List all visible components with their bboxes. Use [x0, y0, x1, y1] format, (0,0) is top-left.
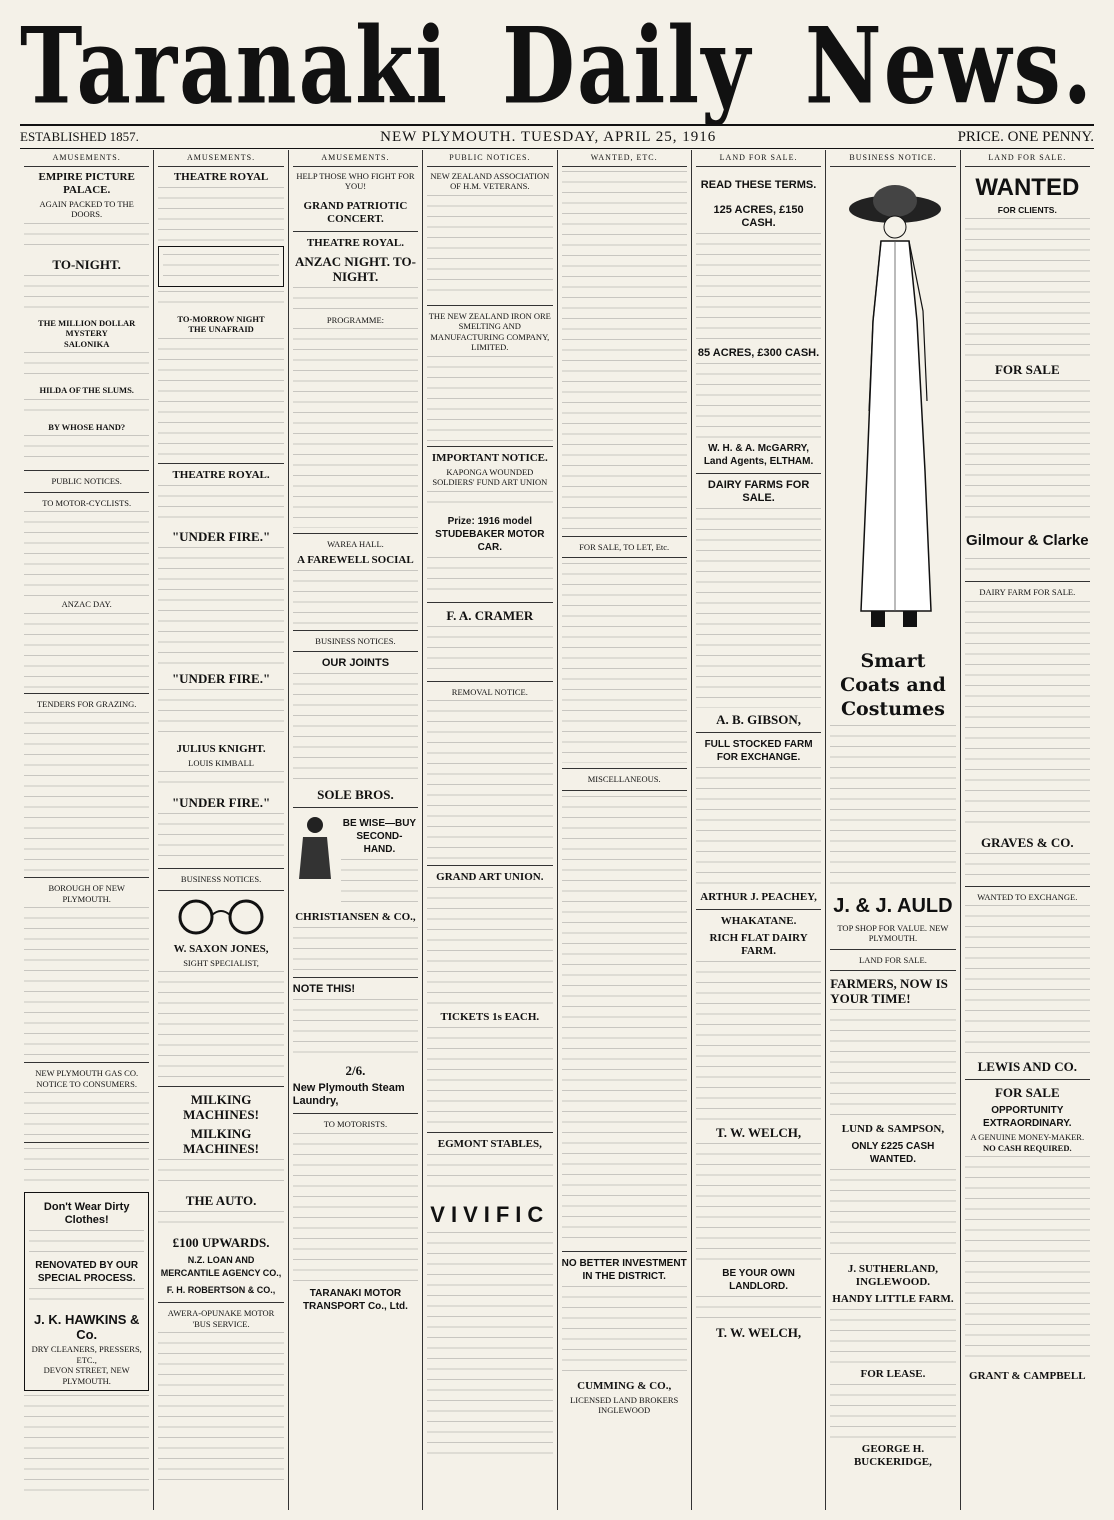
column-6 — [691, 150, 825, 1510]
fashion-illustration — [833, 171, 953, 641]
ad-subheading: PROGRAMME: — [326, 314, 385, 325]
ad-heading: VIVIFIC — [430, 1202, 550, 1227]
ad-heading: TICKETS 1s EACH. — [440, 1011, 540, 1023]
notice-heading: NEW ZEALAND ASSOCIATION OF H.M. VETERANS. — [430, 170, 550, 191]
masthead-word-1: Taranaki — [20, 3, 450, 127]
price: PRICE. ONE PENNY. — [957, 128, 1094, 145]
ad-heading: GRAND ART UNION. — [436, 871, 544, 883]
ad-heading: "UNDER FIRE." — [171, 795, 271, 810]
masthead — [20, 3, 1094, 127]
date-place: NEW PLYMOUTH. TUESDAY, APRIL 25, 1916 — [380, 128, 717, 145]
ad-heading: ARTHUR J. PEACHEY, — [700, 890, 817, 903]
ad-heading: 125 ACRES, £150 CASH. — [713, 203, 804, 229]
notice-heading: TO MOTORISTS. — [323, 1119, 388, 1129]
column-3 — [288, 150, 422, 1510]
established: ESTABLISHED 1857. — [20, 129, 139, 144]
ad-subheading: F. H. ROBERTSON & CO., — [166, 1285, 276, 1295]
ad-heading: WANTED — [975, 173, 1080, 201]
ad-heading: GRAVES & CO. — [981, 834, 1074, 850]
column-4 — [422, 150, 556, 1510]
ad-subheading: N.Z. LOAN AND MERCANTILE AGENCY CO., — [160, 1255, 282, 1278]
ad-heading: J. SUTHERLAND, INGLEWOOD. — [847, 1263, 939, 1288]
ad-heading: ONLY £225 CASH WANTED. — [851, 1141, 935, 1165]
ad-heading: "UNDER FIRE." — [171, 670, 271, 686]
ad-heading: 85 ACRES, £300 CASH. — [697, 346, 820, 359]
ad-heading: TARANAKI MOTOR TRANSPORT Co., Ltd. — [302, 1287, 408, 1312]
ad-heading: EMPIRE PICTURE PALACE. — [38, 170, 135, 196]
ad-heading: GRAND PATRIOTIC CONCERT. — [303, 199, 408, 225]
ad-heading: 2/6. — [345, 1063, 366, 1078]
column-7 — [825, 150, 959, 1510]
ad-subheading: NO CASH REQUIRED. — [983, 1142, 1072, 1153]
ad-subheading: LICENSED LAND BROKERS INGLEWOOD — [570, 1394, 679, 1415]
ad-heading: GEORGE H. BUCKERIDGE, — [853, 1443, 932, 1468]
notice-heading: ANZAC DAY. — [61, 599, 112, 609]
column-1 — [20, 150, 153, 1510]
section-heading: BUSINESS NOTICES. — [180, 874, 262, 884]
section-heading: FOR SALE, TO LET, Etc. — [579, 541, 670, 552]
ad-text: DEVON STREET, NEW PLYMOUTH. — [43, 1365, 130, 1386]
section-heading: LAND FOR SALE. — [859, 954, 927, 965]
ad-heading: FOR SALE — [994, 362, 1060, 377]
ad-heading: ANZAC NIGHT. TO-NIGHT. — [294, 253, 416, 284]
ad-heading: THE AUTO. — [185, 1193, 257, 1208]
ad-subheading: TOP SHOP FOR VALUE. NEW PLYMOUTH. — [837, 922, 949, 943]
spectacles-illustration — [166, 897, 276, 937]
column-heading: AMUSEMENTS. — [158, 153, 283, 167]
ad-subheading: LOUIS KIMBALL — [188, 757, 254, 768]
ad-subheading: HILDA OF THE SLUMS. — [39, 385, 134, 395]
ad-heading: T. W. WELCH, — [715, 1324, 802, 1340]
ad-subheading: THE UNAFRAID — [188, 324, 254, 334]
section-heading: BUSINESS NOTICES. — [315, 635, 396, 646]
ad-heading: READ THESE TERMS. — [700, 178, 817, 191]
ad-subheading: THE MILLION DOLLAR MYSTERY — [38, 317, 136, 338]
ad-heading: JULIUS KNIGHT. — [176, 742, 266, 755]
ad-heading: THEATRE ROYAL — [173, 170, 269, 183]
ad-subheading: A GENUINE MONEY-MAKER. — [970, 1132, 1085, 1142]
ad-heading: THEATRE ROYAL. — [306, 236, 405, 249]
ad-heading: MILKING MACHINES! — [183, 1126, 259, 1156]
column-5 — [557, 150, 691, 1510]
hawkins-ad — [24, 1192, 149, 1391]
figure-illustration — [293, 813, 337, 883]
column-heading: LAND FOR SALE. — [696, 153, 821, 167]
ad-heading: OUR JOINTS — [321, 657, 390, 669]
ad-heading: LEWIS AND CO. — [977, 1059, 1077, 1074]
notice-heading: DAIRY FARM FOR SALE. — [979, 587, 1076, 597]
notice-heading: BOROUGH OF NEW PLYMOUTH. — [48, 883, 125, 904]
column-heading: WANTED, ETC. — [562, 153, 687, 167]
column-8 — [960, 150, 1094, 1510]
masthead-word-3: News. — [804, 3, 1094, 127]
ad-heading: GRANT & CAMPBELL — [969, 1370, 1086, 1382]
ad-heading: A. B. GIBSON, — [716, 711, 801, 727]
ad-heading: FULL STOCKED FARM FOR EXCHANGE. — [704, 738, 813, 763]
ad-heading: IMPORTANT NOTICE. — [431, 451, 548, 464]
column-heading: AMUSEMENTS. — [293, 153, 418, 167]
ad-heading: A FAREWELL SOCIAL — [297, 553, 414, 566]
columns — [20, 150, 1094, 1510]
ad-heading: FARMERS, NOW IS YOUR TIME! — [830, 976, 948, 1006]
ad-heading: RICH FLAT DAIRY FARM. — [709, 931, 808, 957]
section-heading: MISCELLANEOUS. — [587, 774, 661, 784]
notice-heading: NOTICE TO CONSUMERS. — [36, 1078, 137, 1089]
ad-subheading: BY WHOSE HAND? — [48, 421, 126, 432]
ad-heading: SOLE BROS. — [317, 787, 394, 802]
ad-heading: MILKING MACHINES! — [183, 1092, 259, 1122]
column-heading: LAND FOR SALE. — [965, 153, 1090, 167]
ad-heading: £100 UPWARDS. — [172, 1235, 270, 1250]
ad-heading: BE WISE—BUY SECOND-HAND. — [342, 818, 417, 855]
column-2 — [153, 150, 287, 1510]
ad-heading: NOTE THIS! — [292, 983, 356, 995]
ad-subheading: RENOVATED BY OUR SPECIAL PROCESS. — [35, 1260, 139, 1284]
column-heading: PUBLIC NOTICES. — [427, 153, 552, 167]
ad-heading: Gilmour & Clarke — [966, 532, 1089, 549]
ad-subheading: KAPONGA WOUNDED SOLDIERS' FUND ART UNION — [432, 466, 548, 487]
ad-subheading: HELP THOSE WHO FIGHT FOR YOU! — [296, 170, 415, 191]
ad-heading: CHRISTIANSEN & CO., — [295, 911, 416, 923]
ad-heading: W. SAXON JONES, — [173, 942, 269, 955]
ad-heading: NO BETTER INVESTMENT IN THE DISTRICT. — [561, 1257, 687, 1282]
notice-heading: REMOVAL NOTICE. — [451, 686, 528, 697]
ad-heading: THEATRE ROYAL. — [172, 468, 270, 481]
ad-heading: J. & J. AULD — [833, 894, 953, 917]
ad-heading: "UNDER FIRE." — [171, 528, 271, 544]
ad-heading: Smart Coats and Costumes — [840, 649, 946, 720]
ad-heading: W. H. & A. McGARRY, Land Agents, ELTHAM. — [703, 442, 814, 467]
column-heading: AMUSEMENTS. — [24, 153, 149, 167]
ad-heading: T. W. WELCH, — [715, 1124, 802, 1140]
ad-heading: FOR LEASE. — [860, 1368, 926, 1380]
ad-subheading: SALONIKA — [64, 338, 110, 349]
ad-heading: LUND & SAMPSON, — [841, 1123, 945, 1135]
notice-heading: WAREA HALL. — [327, 539, 384, 549]
ad-heading: EGMONT STABLES, — [437, 1138, 542, 1150]
ad-heading: Don't Wear Dirty Clothes! — [43, 1201, 130, 1226]
notice-heading: AWERA-OPUNAKE MOTOR 'BUS SERVICE. — [167, 1308, 275, 1329]
ad-heading: F. A. CRAMER — [446, 607, 534, 623]
ad-subheading: TO-MORROW NIGHT — [177, 313, 265, 324]
ad-subheading: AGAIN PACKED TO THE DOORS. — [39, 198, 134, 219]
dateline — [20, 124, 1094, 149]
ad-heading: WHAKATANE. — [720, 914, 797, 927]
ad-text: DRY CLEANERS, PRESSERS, ETC., — [31, 1344, 142, 1365]
ad-subheading: OPPORTUNITY EXTRAORDINARY. — [983, 1105, 1072, 1129]
notice-heading: NEW PLYMOUTH GAS CO. — [35, 1068, 139, 1078]
masthead-word-2: Daily — [502, 3, 753, 127]
ad-heading: BE YOUR OWN LANDLORD. — [722, 1267, 795, 1292]
notice-heading: WANTED TO EXCHANGE. — [977, 891, 1078, 902]
section-heading: PUBLIC NOTICES. — [51, 476, 122, 486]
notice-heading: TENDERS FOR GRAZING. — [36, 698, 137, 709]
ad-heading: CUMMING & CO., — [577, 1379, 672, 1392]
notice-heading: TO MOTOR-CYCLISTS. — [42, 497, 132, 508]
ad-heading: HANDY LITTLE FARM. — [832, 1293, 954, 1305]
column-heading: BUSINESS NOTICE. — [830, 153, 955, 167]
ad-subheading: SIGHT SPECIALIST, — [183, 957, 259, 968]
ad-heading: Prize: 1916 model STUDEBAKER MOTOR CAR. — [435, 515, 545, 553]
ad-heading: FOR SALE — [994, 1085, 1060, 1100]
ad-heading: TO-NIGHT. — [52, 256, 121, 272]
notice-heading: THE NEW ZEALAND IRON ORE SMELTING AND MANUFACTURING COMPANY, LIMITED. — [428, 310, 551, 352]
ad-subheading: FOR CLIENTS. — [997, 204, 1057, 215]
ad-heading: J. K. HAWKINS & Co. — [33, 1312, 140, 1342]
ad-heading: DAIRY FARMS FOR SALE. — [707, 478, 810, 504]
ad-heading: New Plymouth Steam Laundry, — [292, 1082, 405, 1107]
